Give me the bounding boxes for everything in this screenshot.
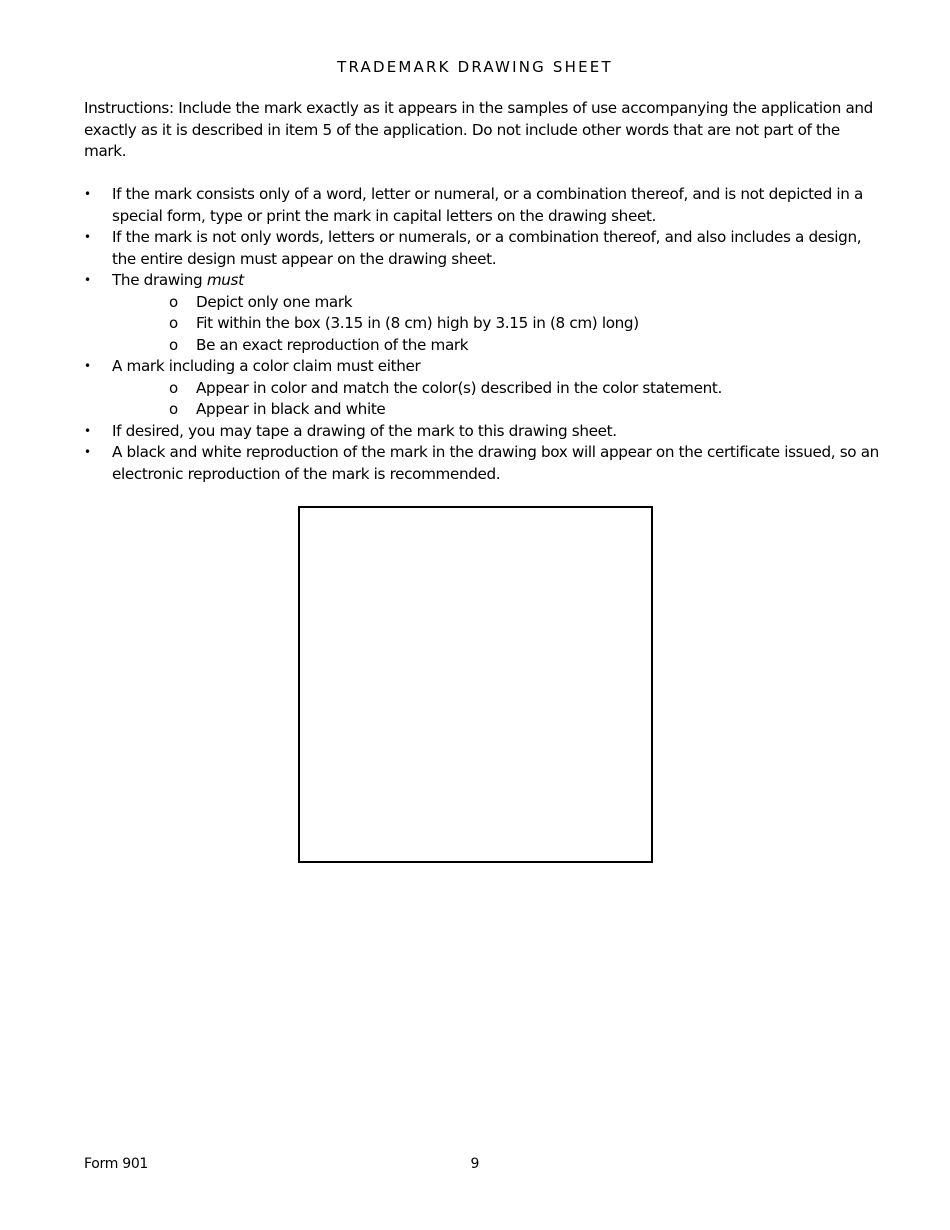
footer-page-number: 9 — [470, 1156, 480, 1172]
sub-list-item-text: Fit within the box (3.15 in (8 cm) high by 3.15 in (8 cm) long) — [196, 314, 639, 332]
sub-list-item — [112, 292, 884, 314]
bullet-icon: • — [84, 445, 91, 459]
list-item — [84, 227, 884, 270]
list-item — [84, 270, 884, 356]
sub-list-item — [112, 378, 884, 400]
list-item — [84, 421, 884, 443]
page-title: TRADEMARK DRAWING SHEET — [337, 58, 613, 76]
sub-list — [112, 378, 884, 421]
list-item-emphasis: must — [206, 271, 244, 289]
list-item — [84, 356, 884, 421]
list-item-text: The drawing — [112, 271, 207, 289]
bullet-icon: • — [84, 423, 91, 438]
sub-bullet-icon: o — [169, 314, 178, 332]
list-item-text: If the mark is not only words, letters or numerals, or a combination thereof, and also includes a design, the entire design must appear on the drawing sheet. — [112, 228, 862, 268]
sub-list-item — [112, 399, 884, 421]
list-item-text: A mark including a color claim must either — [112, 357, 421, 375]
sub-list-item-text: Depict only one mark — [196, 292, 353, 311]
list-item — [84, 184, 884, 227]
list-item-text: If the mark consists only of a word, letter or numeral, or a combination thereof, and is not depicted in a special form, type or print the mark in capital letters on the drawing sheet. — [112, 185, 864, 225]
instructions-paragraph: Instructions: Include the mark exactly as it appears in the samples of use accompanying the application and exactly as it is described in item 5 of the application. Do not include other words that are not part of the mark. — [84, 99, 873, 160]
sub-bullet-icon: o — [169, 292, 178, 311]
sub-list-item-text: Appear in black and white — [196, 400, 386, 418]
list-item — [84, 442, 884, 485]
bullet-icon: • — [84, 230, 91, 244]
footer-form-label: Form 901 — [84, 1156, 149, 1172]
sub-list-item — [112, 313, 884, 335]
bullet-icon: • — [84, 273, 91, 287]
instructions-list — [84, 184, 884, 485]
list-item-text: If desired, you may tape a drawing of the mark to this drawing sheet. — [112, 421, 617, 440]
bullet-icon: • — [84, 187, 91, 201]
drawing-box[interactable] — [298, 506, 653, 863]
sub-bullet-icon: o — [169, 400, 178, 418]
sub-list-item-text: Appear in color and match the color(s) described in the color statement. — [196, 378, 722, 397]
sub-bullet-icon: o — [169, 378, 178, 397]
sub-list-item — [112, 335, 884, 357]
sub-list-item-text: Be an exact reproduction of the mark — [196, 335, 469, 354]
sub-list — [112, 292, 884, 357]
list-item-text: A black and white reproduction of the mark in the drawing box will appear on the certificate issued, so an electronic reproduction of the mark is recommended. — [112, 443, 879, 483]
bullet-icon: • — [84, 359, 91, 373]
sub-bullet-icon: o — [169, 335, 178, 354]
